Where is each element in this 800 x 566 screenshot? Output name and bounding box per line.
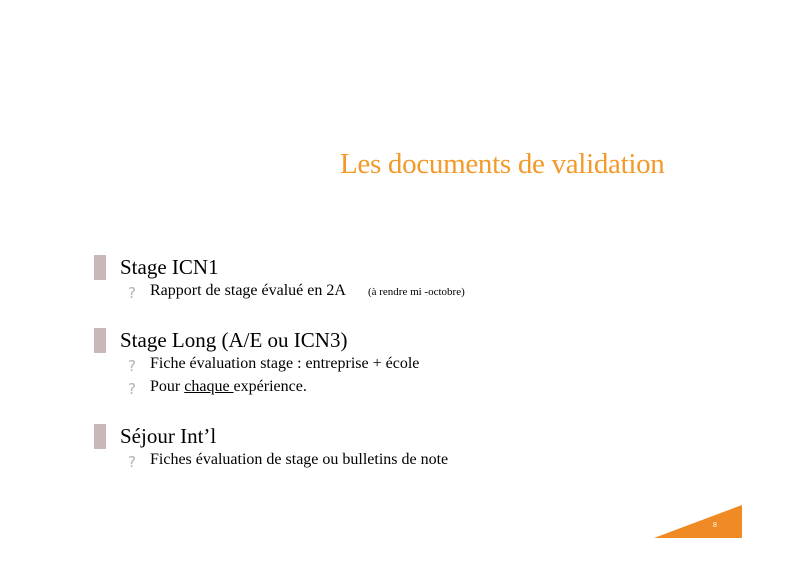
- section-heading: Stage ICN1: [120, 255, 219, 279]
- section-heading-row: [94, 327, 348, 355]
- item-prefix: Pour: [150, 378, 185, 395]
- sub-bullet-text: [150, 378, 307, 396]
- square-bullet-icon: [94, 424, 106, 449]
- section-heading: Stage Long (A/E ou ICN3): [120, 328, 348, 352]
- square-bullet-icon: [94, 255, 106, 280]
- section-sejour-intl: [94, 423, 449, 474]
- question-bullet-icon: ?: [128, 453, 136, 471]
- section-stage-long: [94, 327, 420, 401]
- item-text: Rapport de stage évalué en 2A: [150, 282, 346, 299]
- question-bullet-icon: ?: [128, 357, 136, 375]
- page-number: 8: [713, 522, 717, 529]
- square-bullet-icon: [94, 328, 106, 353]
- sub-bullet-text: [150, 282, 465, 300]
- question-bullet-icon: ?: [128, 380, 136, 398]
- item-suffix: expérience.: [233, 378, 307, 395]
- question-bullet-icon: ?: [128, 284, 136, 302]
- section-heading-row: [94, 254, 219, 282]
- sub-bullet-text: Fiches évaluation de stage ou bulletins de note: [150, 451, 449, 468]
- item-note: (à rendre mi -octobre): [367, 286, 465, 298]
- corner-triangle-icon: [654, 505, 742, 538]
- slide-title: Les documents de validation: [340, 148, 665, 180]
- section-heading: Séjour Int’l: [120, 424, 217, 448]
- item-underlined-word: chaque: [184, 378, 234, 395]
- section-stage-icn1: [94, 254, 465, 305]
- section-heading-row: [94, 423, 217, 451]
- sub-bullet-text: Fiche évaluation stage : entreprise + école: [150, 355, 420, 372]
